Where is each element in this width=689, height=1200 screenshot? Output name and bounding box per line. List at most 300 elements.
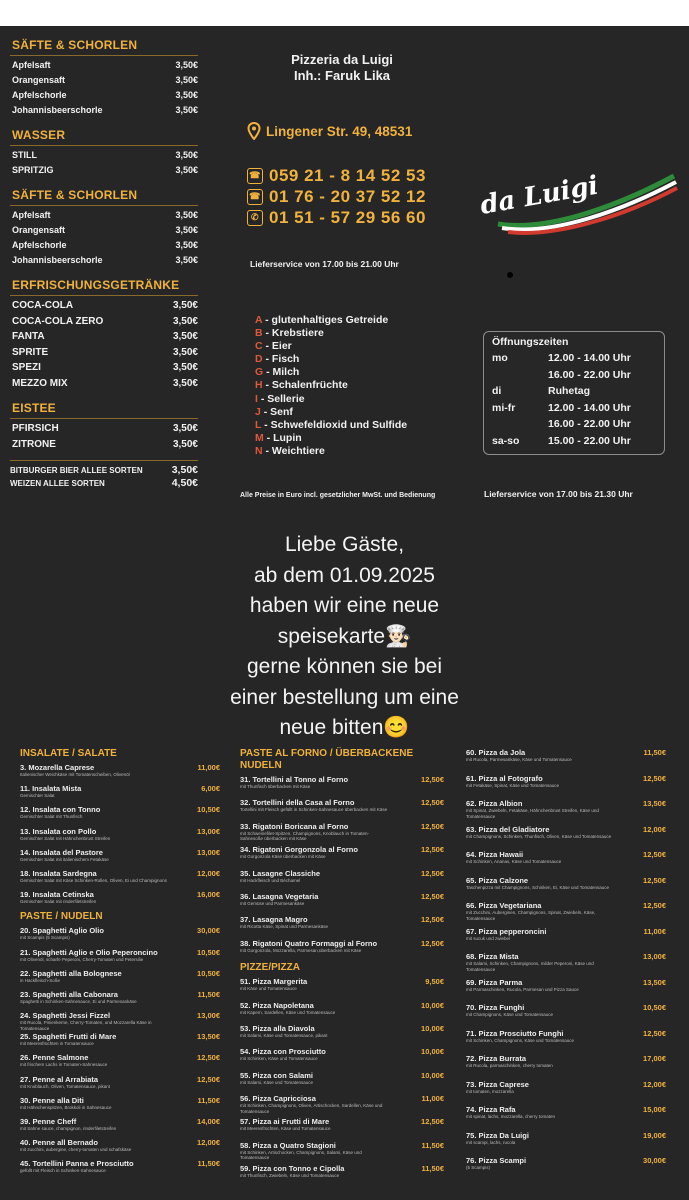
food-item-name: 71. Pizza Prosciutto Funghi [466,1028,564,1038]
food-item-name: 12. Insalata con Tonno [20,805,101,815]
food-item-desc: mit Champignons, Schinken, Thunfisch, Oliven, Käse und Tomatensauce [466,833,612,839]
food-item-price: 11,00€ [421,1094,444,1104]
food-item [466,1029,666,1055]
hours-day: di [492,385,502,397]
food-item-text [466,774,559,789]
drink-item [10,73,198,88]
food-item-desc: mit Scampis (5 Scampis) [20,935,70,941]
food-item-text [20,1053,107,1068]
drink-name: SPEZI [12,362,41,373]
phone-row[interactable] [247,165,426,186]
food-item-name: 74. Pizza Rafa [466,1105,516,1114]
allergen-item [255,419,407,432]
allergen-name: - Schalenfrüchte [262,379,348,392]
food-item-name: 33. Rigatoni Boricana al Forno [240,821,349,831]
drink-name: Orangensaft [12,225,66,235]
opening-hours-rows [492,350,656,449]
allergen-item [255,353,407,366]
allergen-code: D [255,353,263,366]
food-item [20,1032,220,1053]
food-item-text [20,805,100,820]
food-item [240,1071,444,1094]
allergen-name: - Sellerie [257,392,305,405]
food-item-desc: mit Zucchini, Auberginen, Champignons, Spinat, Zwiebeln, Käse, Tomatensauce [466,910,596,921]
food-item-price: 10,00€ [421,1070,444,1080]
allergen-item [255,327,407,340]
drink-item [10,238,198,253]
food-item-name: 56. Pizza Capricciosa [240,1094,316,1104]
food-item [466,799,666,825]
food-item-price: 19,00€ [643,1130,666,1140]
drink-item [10,253,198,268]
food-item-desc: mit Meeresfrüchten, Käse und Tomatensauce [240,1126,331,1132]
food-item-desc: Taschenpizza mit Champignons, Schinken, Ei, Käse und Tomatensauce [466,884,609,890]
food-item-price: 12,50€ [643,850,666,859]
food-item-price: 11,50€ [197,989,220,999]
drinks-section-title: SÄFTE & SCHORLEN [10,36,198,56]
food-item [466,952,666,978]
address [247,122,412,140]
food-item-price: 12,50€ [421,845,444,855]
food-item-price: 12,50€ [421,821,444,831]
food-item-text [20,890,96,905]
section-gap [10,178,198,186]
food-item-text [240,1117,330,1132]
drink-item [10,298,198,314]
food-item [20,926,220,947]
hours-time: 12.00 - 14.00 Uhr [548,352,631,364]
food-item-price: 11,00€ [643,926,666,936]
drink-name: Apfelsaft [12,210,51,220]
hours-time: 12.00 - 14.00 Uhr [548,401,631,414]
drink-price: 3,50€ [175,225,198,235]
drink-price: 3,50€ [172,315,198,327]
food-item-name: 67. Pizza pepperoncini [466,926,547,936]
food-item-name: 62. Pizza Albion [466,799,523,808]
drink-name: ZITRONE [12,438,56,450]
allergen-item [255,445,407,458]
phone-number: 01 51 - 57 29 56 60 [269,208,426,227]
drink-item [10,103,198,118]
food-item-text [20,869,167,884]
food-item [466,1156,666,1182]
allergen-code: A [255,314,263,326]
drink-price: 3,50€ [172,377,198,389]
food-item-name: 45. Tortellini Panna e Prosciutto [20,1159,134,1169]
cursor-dot [507,272,513,278]
food-item-price: 13,50€ [643,799,666,808]
food-item-text [20,827,110,842]
drink-item [10,437,198,453]
food-item [240,1024,444,1047]
opening-hours-box [483,331,665,455]
food-item-text [240,1071,313,1086]
delivery-hours-note: Lieferservice von 17.00 bis 21.00 Uhr [250,259,399,269]
food-item-name: 20. Spaghetti Aglio Olio [20,926,104,936]
drink-price: 3,50€ [172,438,198,450]
food-item [20,1117,220,1138]
announcement-message [0,520,689,742]
food-item-desc: mit Parmaschinken, Rucola, Parmesan und Pizza Sauce [466,986,579,992]
hours-time: 15.00 - 22.00 Uhr [548,434,631,447]
food-item [20,1096,220,1117]
drink-price: 3,50€ [172,362,198,373]
allergen-item [255,379,407,392]
food-item [466,1080,666,1106]
food-item-price: 12,50€ [197,1074,220,1084]
food-item-price: 12,50€ [643,1028,666,1038]
food-section-title: INSALATE / SALATE [20,748,117,759]
food-item-name: 39. Penne Cheff [20,1117,77,1126]
food-item [20,1075,220,1096]
food-item-desc: mit Rucola, Parmesankäse, Käse und Tomatensauce [466,757,572,762]
food-menu-panel [0,742,689,1200]
delivery-hours-note-2: Lieferservice von 17.00 bis 21.30 Uhr [484,489,633,499]
food-item [20,848,220,869]
food-column-1 [20,748,220,1181]
food-item-text [240,1141,390,1161]
food-item-name: 58. Pizza a Quatro Stagioni [240,1140,336,1150]
food-item [466,876,666,902]
food-item-price: 12,50€ [421,915,444,925]
food-item-text [466,1080,529,1095]
food-item [240,798,444,821]
food-item-text [20,1032,116,1047]
food-section-title: PASTE / NUDELN [20,911,103,923]
phone-list [247,165,426,228]
food-item [20,948,220,969]
allergen-name: - Fisch [262,353,300,366]
hours-row [492,400,656,417]
food-item-desc: Gemischter Salat mit Käse Schinken-Rollen, Oliven, Ei und Champignons [20,877,167,883]
food-item-text [20,1096,112,1111]
drink-name: COCA-COLA [12,300,74,311]
restaurant-owner: Inh.: Faruk Lika [293,68,391,83]
food-item-text [466,850,561,865]
food-column-2 [240,748,444,1188]
drink-name: SPRITZIG [12,165,54,175]
food-item-name: 38. Rigatoni Quatro Formaggi al Forno [240,938,378,948]
food-item-price: 10,00€ [421,1023,444,1033]
food-item [240,939,444,962]
food-section-title: PASTE AL FORNO / ÜBERBACKENE NUDELN [240,748,414,771]
food-item-price: 16,00€ [197,890,220,900]
food-item-text [466,1131,529,1146]
drink-price: 3,50€ [172,331,198,342]
food-item-text [240,845,358,860]
food-item-text [20,948,158,963]
food-item-name: 27. Penne al Arrabiata [20,1074,99,1084]
food-item-name: 21. Spaghetti Aglio e Olio Peperoncino [20,947,158,957]
drink-item [10,58,198,73]
drink-price: 3,50€ [175,60,198,70]
food-item-text [240,798,387,813]
food-item [466,927,666,953]
food-item-desc: mit Salami, Käse und Tomatensauce, pikant [240,1032,328,1038]
message-line: ab dem 01.09.2025 [254,563,435,587]
food-item [240,1047,444,1070]
food-item-price: 10,00€ [421,1047,444,1057]
phone-row[interactable] [247,207,426,228]
drink-name: Johannisbeerschorle [12,105,103,115]
food-item [20,827,220,848]
drink-name: SPRITE [12,346,49,358]
food-item [20,869,220,890]
food-item-name: 72. Pizza Burrata [466,1054,527,1063]
food-item [466,978,666,1004]
food-item [240,892,444,915]
food-item [20,1138,220,1159]
food-item-name: 23. Spaghetti alla Cabonara [20,989,118,999]
drink-price: 3,50€ [175,210,198,220]
food-item-name: 70. Pizza Funghi [466,1003,525,1012]
drink-price: 3,50€ [175,75,198,85]
food-item [240,1141,444,1164]
drinks-and-info-panel [0,26,689,520]
food-item-price: 10,00€ [421,1000,444,1010]
allergen-code: I [255,392,258,405]
phone-number: 059 21 - 8 14 52 53 [269,166,426,185]
food-item-desc: mit Rucola, parmaschinken, cherry tomaten [466,1063,553,1068]
allergen-code: N [255,444,263,457]
food-item [466,1003,666,1029]
hours-day: mo [492,352,508,364]
restaurant-header [247,52,437,84]
food-item-price: 13,00€ [197,847,220,857]
food-item-price: 12,00€ [643,824,666,834]
allergen-name: - Eier [262,340,292,353]
food-item-desc: mit Meeresfrüchten in Tomatensauce [20,1041,94,1047]
food-item-name: 75. Pizza Da Luigi [466,1130,529,1140]
food-item-text [240,1024,327,1039]
food-item-desc: mit Schinken, Ananas, Käse und Tomatensauce [466,859,562,864]
drink-name: Johannisbeerschorle [12,255,103,265]
food-item-price: 13,50€ [197,1032,220,1042]
address-text: Lingener Str. 49, 48531 [266,123,413,139]
food-item-text [466,799,616,819]
hours-day [492,367,548,384]
hours-row [492,416,656,433]
food-item-text [20,1011,170,1031]
food-item [20,784,220,805]
food-item-desc: mit Schweinefilet-Spitzen, Champignons, Knoblauch in Tomaten-Sahnesoße überbacken mit Käse [240,830,369,842]
drinks-section-title: EISTEE [10,399,198,419]
beer-item [10,477,198,490]
food-item-price: 12,00€ [643,1079,666,1089]
hours-day: mi-fr [492,401,516,414]
drink-name: Apfelsaft [12,60,51,70]
food-item-text [240,1164,344,1179]
drink-price: 3,50€ [172,423,198,434]
food-item [20,969,220,990]
opening-hours-title: Öffnungszeiten [492,336,569,348]
hours-row [492,383,656,400]
drink-item [10,376,198,392]
allergen-code: M [255,431,264,444]
food-item-name: 30. Penne alla Diti [20,1095,84,1105]
food-item-desc: mit scampi, lachs, rucola [466,1139,516,1145]
food-item-name: 73. Pizza Caprese [466,1079,529,1089]
food-item-text [20,784,81,799]
food-item-desc: mit spinat, lachs, mozzarella, cherry tomaten [466,1114,556,1119]
message-line: neue bitten😊 [279,716,410,739]
allergen-item [255,406,407,419]
food-item-text [240,892,318,907]
food-item-price: 10,50€ [197,947,220,957]
drink-price: 3,50€ [175,90,198,100]
beer-price: 3,50€ [171,464,198,476]
drink-name: Apfelschorle [12,240,67,250]
hours-time: Ruhetag [548,385,590,397]
food-item-name: 24. Spaghetti Jessi Fizzel [20,1011,111,1021]
food-item-price: 30,00€ [643,1156,666,1165]
food-item-desc: mit tomaten, mozzarella [466,1088,514,1094]
food-item-desc: mit Gorgonzola, Mozzarella, Parmesan,überbacken mit Käse [240,947,362,953]
food-item-desc: mit Hackfleisch und Béchamel [240,877,301,883]
food-item-price: 12,50€ [421,775,444,784]
food-item-desc: Gemischter Salat mit Hähnchenbrust Streifen [20,835,111,841]
food-item-text [20,1117,116,1132]
food-item-text [20,926,104,941]
drink-item [10,360,198,376]
hours-day: sa-so [492,434,520,447]
food-item-name: 60. Pizza da Jola [466,748,526,757]
drink-item [10,421,198,437]
drink-price: 3,50€ [175,240,198,250]
food-item-text [240,1001,335,1016]
allergen-name: - Lupin [263,431,302,444]
allergen-code: J [255,405,261,418]
food-item-text [20,848,109,863]
beer-price: 4,50€ [171,477,198,489]
food-item-desc: mit Fetakäse, Spinat, Käse und Tomatensauce [466,782,559,788]
food-item-name: 55. Pizza con Salami [240,1070,313,1080]
allergen-code: B [255,327,263,340]
food-item [466,1131,666,1157]
food-item-price: 13,00€ [197,826,220,836]
food-item-desc: Spaghetti in Schinken-Sahnesauce, Ei und Parmesankäse [20,998,137,1004]
drink-price: 3,50€ [172,346,198,358]
food-item-text [466,978,579,993]
food-item-desc: mit Knoblauch, Oliven, Tomatensauce, pikant [20,1083,110,1089]
food-item [240,1117,444,1140]
phone-icon: ☎ [247,168,263,184]
food-item-name: 63. Pizza del Gladiatore [466,824,550,834]
food-item [240,915,444,938]
beer-list [10,460,198,490]
food-item-name: 14. Insalata del Pastore [20,847,103,857]
drink-item [10,148,198,163]
beer-name: BITBURGER BIER ALLEE SORTEN [10,466,143,475]
food-item-desc: mit Gorgonzola Käse überbacken mit Käse [240,854,326,860]
food-item-name: 54. Pizza con Prosciutto [240,1047,326,1057]
food-item-text [20,763,130,778]
drink-item [10,208,198,223]
hours-day [492,416,548,433]
allergen-list [255,314,407,458]
food-item [20,1053,220,1074]
food-item-desc: (5 Scampis) [466,1165,491,1170]
drinks-section-title: ERFRISCHUNGSGETRÄNKE [10,276,198,296]
food-item-price: 13,00€ [643,952,666,961]
drink-item [10,163,198,178]
food-item-desc: mit Spinat, Zwiebeln, Fetakäse, Hähnchenbrust Streifen, Käse und Tomatensauce [466,808,599,819]
section-gap [10,118,198,126]
message-line: Liebe Gäste, [284,533,405,556]
drink-price: 3,50€ [175,150,198,160]
allergen-name: - Krebstiere [262,327,324,340]
food-item-price: 12,50€ [197,1053,220,1063]
hours-time: 16.00 - 22.00 Uhr [548,368,631,381]
food-item-name: 66. Pizza Vegetariana [466,901,542,910]
location-pin-icon [247,122,261,140]
da-luigi-logo [478,166,678,236]
food-item-price: 12,50€ [643,875,666,885]
food-item-desc: Gemischter Salat mit italienischem Fetakäse [20,856,109,862]
food-item-name: 64. Pizza Hawaii [466,850,524,859]
food-item-price: 15,00€ [643,1105,666,1114]
allergen-code: L [255,418,262,431]
hours-time: 16.00 - 22.00 Uhr [548,418,631,430]
allergen-item [255,366,407,379]
food-item-text [20,1075,110,1090]
phone-row[interactable] [247,186,426,207]
food-item-text [466,1105,555,1120]
food-item-name: 53. Pizza alla Diavola [240,1023,315,1033]
beer-item [10,464,198,477]
food-item-desc: mit Schinken, Käse und Tomatensauce [240,1056,318,1062]
food-item-price: 11,50€ [197,1095,220,1105]
food-item-text [240,915,328,930]
food-item-name: 26. Penne Salmone [20,1053,89,1063]
food-item-name: 31. Tortellini al Tonno al Forno [240,775,349,784]
food-item-name: 18. Insalata Sardegna [20,868,97,878]
allergen-item [255,393,407,406]
drink-item [10,329,198,345]
food-item-price: 30,00€ [197,926,220,936]
food-item-name: 59. Pizza con Tonno e Cipolla [240,1164,345,1174]
food-item-desc: Gemischter Salat [20,793,55,799]
food-item-text [240,977,307,992]
food-item-text [466,1029,574,1044]
drink-name: PFIRSICH [12,423,59,434]
food-item-text [240,869,320,884]
food-item [466,748,666,774]
food-item-text [20,1159,134,1174]
food-item-desc: Italienischer Weichkäse mit Tomatenscheiben, Olivenöl [20,772,130,777]
food-item [20,1011,220,1032]
allergen-name: - Schwefeldioxid und Sulfide [261,418,408,431]
food-item-desc: mit Ricotta Käse, Spinat und Parmesankäse [240,924,329,930]
food-item [20,763,220,784]
food-item-desc: gefüllt mit Fleisch in Schinken-Sahnesauce [20,1168,106,1174]
food-item-desc: mit Rucola, Pinienkerne, Cherry-Tomaten, und Mozzarella Käse in Tomatensauce [20,1020,152,1031]
food-item [20,1159,220,1180]
allergen-name: - Milch [263,366,300,379]
food-item-text [466,876,609,891]
food-item [466,825,666,851]
food-item [466,901,666,927]
food-item-price: 6,00€ [201,784,220,794]
food-item-desc: mit Thunfisch überbacken mit Käse [240,784,311,789]
food-item-text [20,969,122,984]
food-item [240,1094,444,1117]
food-item-price: 13,00€ [197,1011,220,1021]
food-item-desc: mit Olivenöl, scharfe Peperoni, Cherry-Tomaten und Petersilie [20,956,144,962]
food-item [466,1105,666,1131]
allergen-code: C [255,340,263,353]
food-item [20,805,220,826]
